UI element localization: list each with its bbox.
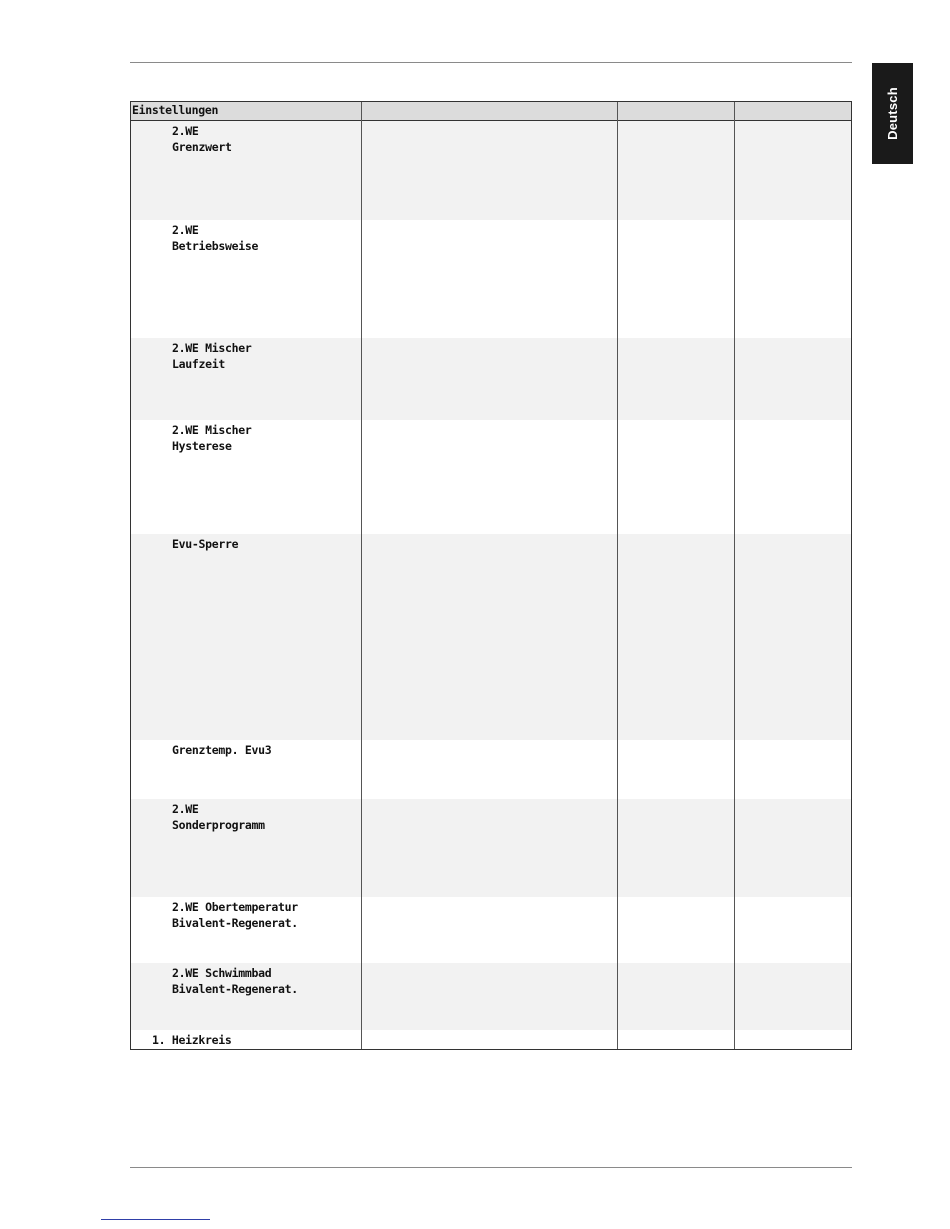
table-row <box>131 220 851 338</box>
table-row <box>131 799 851 897</box>
column-divider <box>617 102 618 1049</box>
table-row <box>131 963 851 1030</box>
top-rule <box>130 62 852 63</box>
row-label: 2.WE Obertemperatur Bivalent-Regenerat. <box>172 900 298 930</box>
row-label: 2.WE Betriebsweise <box>172 223 259 253</box>
row-label: 2.WE Sonderprogramm <box>172 802 265 832</box>
row-label: 1. Heizkreis <box>152 1033 232 1047</box>
row-label: Grenztemp. Evu3 <box>172 743 272 757</box>
column-divider <box>361 102 362 1049</box>
row-label: 2.WE Mischer Laufzeit <box>172 341 252 371</box>
table-row <box>131 534 851 740</box>
table-row <box>131 1030 851 1049</box>
header-settings-label: Einstellungen <box>132 103 219 117</box>
column-divider <box>734 102 735 1049</box>
language-tab <box>872 63 913 164</box>
table-row <box>131 420 851 534</box>
table-row <box>131 121 851 220</box>
row-label: Evu-Sperre <box>172 537 239 551</box>
row-label: 2.WE Grenzwert <box>172 124 232 154</box>
table-row <box>131 740 851 799</box>
settings-table <box>130 101 852 1050</box>
table-row <box>131 897 851 963</box>
row-label: 2.WE Schwimmbad Bivalent-Regenerat. <box>172 966 298 996</box>
table-row <box>131 338 851 420</box>
language-tab-label: Deutsch <box>885 87 901 140</box>
row-label: 2.WE Mischer Hysterese <box>172 423 252 453</box>
table-header <box>131 102 851 121</box>
bottom-rule <box>130 1167 852 1168</box>
footer-link-underline <box>101 1219 210 1220</box>
